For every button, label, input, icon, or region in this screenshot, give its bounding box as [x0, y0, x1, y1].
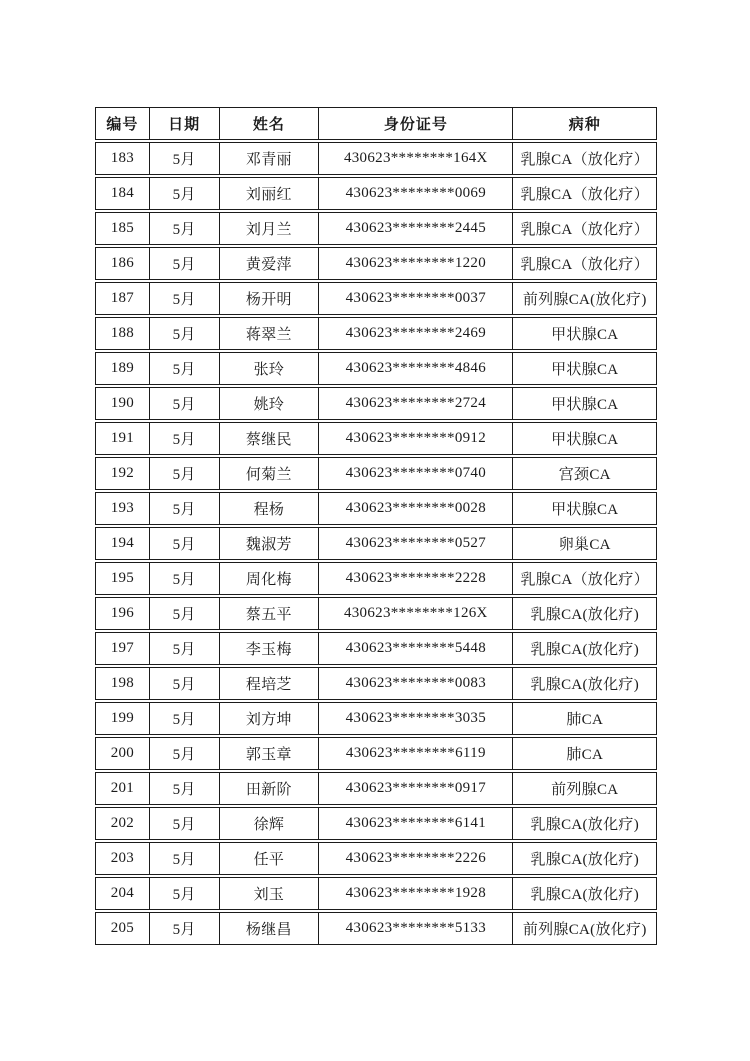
table-cell: 5月 — [149, 878, 219, 909]
table-cell: 5月 — [149, 563, 219, 594]
table-cell: 5月 — [149, 493, 219, 524]
table-row — [95, 457, 657, 490]
table-cell: 193 — [110, 500, 135, 516]
table-cell: 5月 — [149, 738, 219, 769]
table-cell: 蒋翠兰 — [219, 318, 319, 349]
table-row — [95, 317, 657, 350]
table-row — [95, 807, 657, 840]
table-cell: 202 — [110, 815, 135, 831]
table-cell: 卵巢CA — [512, 528, 656, 559]
table-cell: 197 — [110, 640, 135, 656]
table-cell: 蔡继民 — [219, 423, 319, 454]
table-cell: 何菊兰 — [219, 458, 319, 489]
table-cell: 185 — [110, 220, 135, 236]
table-cell: 邓青丽 — [219, 143, 319, 174]
table-cell: 196 — [110, 605, 135, 621]
table-cell: 194 — [110, 535, 135, 551]
table-cell: 5月 — [149, 703, 219, 734]
table-cell: 430623********0083 — [318, 668, 512, 699]
table-row — [95, 142, 657, 175]
table-cell: 5月 — [149, 213, 219, 244]
table-row — [95, 352, 657, 385]
table-cell: 203 — [110, 850, 135, 866]
table-cell: 430623********2226 — [318, 843, 512, 874]
table-cell: 刘玉 — [219, 878, 319, 909]
table-cell: 刘方坤 — [219, 703, 319, 734]
table-cell: 5月 — [149, 423, 219, 454]
table-cell: 周化梅 — [219, 563, 319, 594]
table-cell: 乳腺CA（放化疗） — [512, 563, 656, 594]
table-row — [95, 177, 657, 210]
table-cell: 430623********0069 — [318, 178, 512, 209]
table-row — [95, 702, 657, 735]
table-cell: 刘丽红 — [219, 178, 319, 209]
table-cell: 刘月兰 — [219, 213, 319, 244]
table-cell: 杨开明 — [219, 283, 319, 314]
table-cell: 195 — [110, 570, 135, 586]
table-cell: 5月 — [149, 178, 219, 209]
table-row — [95, 247, 657, 280]
table-cell: 5月 — [149, 913, 219, 944]
table-cell: 徐辉 — [219, 808, 319, 839]
table-row — [95, 597, 657, 630]
table-cell: 192 — [110, 465, 135, 481]
column-header: 身份证号 — [318, 108, 512, 139]
table-cell: 183 — [110, 150, 135, 166]
table-row — [95, 422, 657, 455]
table-row — [95, 212, 657, 245]
table-cell: 乳腺CA（放化疗） — [512, 248, 656, 279]
table-row — [95, 737, 657, 770]
table-cell: 5月 — [149, 318, 219, 349]
table-cell: 杨继昌 — [219, 913, 319, 944]
table-cell: 430623********2469 — [318, 318, 512, 349]
table-cell: 前列腺CA(放化疗) — [512, 913, 656, 944]
table-cell: 5月 — [149, 248, 219, 279]
table-cell: 430623********0527 — [318, 528, 512, 559]
table-cell: 430623********164X — [318, 143, 512, 174]
table-cell: 186 — [110, 255, 135, 271]
table-cell: 甲状腺CA — [512, 493, 656, 524]
table-row — [95, 562, 657, 595]
table-cell: 肺CA — [512, 738, 656, 769]
table-cell: 乳腺CA（放化疗） — [512, 143, 656, 174]
table-cell: 430623********2228 — [318, 563, 512, 594]
table-row — [95, 772, 657, 805]
table-cell: 189 — [110, 360, 135, 376]
table-cell: 郭玉章 — [219, 738, 319, 769]
table-cell: 430623********126X — [318, 598, 512, 629]
table-row — [95, 842, 657, 875]
table-cell: 宫颈CA — [512, 458, 656, 489]
table-cell: 430623********0037 — [318, 283, 512, 314]
table-cell: 201 — [110, 780, 135, 796]
table-cell: 黄爱萍 — [219, 248, 319, 279]
column-header: 姓名 — [219, 108, 319, 139]
table-cell: 200 — [110, 745, 135, 761]
table-cell: 乳腺CA(放化疗) — [512, 598, 656, 629]
table-cell: 蔡五平 — [219, 598, 319, 629]
table-cell: 187 — [110, 290, 135, 306]
table-cell: 430623********0740 — [318, 458, 512, 489]
table-cell: 前列腺CA(放化疗) — [512, 283, 656, 314]
table-cell: 乳腺CA(放化疗) — [512, 633, 656, 664]
table-row — [95, 492, 657, 525]
table-row — [95, 282, 657, 315]
table-cell: 430623********3035 — [318, 703, 512, 734]
table-cell: 5月 — [149, 598, 219, 629]
table-cell: 191 — [110, 430, 135, 446]
table-cell: 乳腺CA（放化疗） — [512, 178, 656, 209]
table-cell: 甲状腺CA — [512, 388, 656, 419]
table-row — [95, 527, 657, 560]
table-cell: 188 — [110, 325, 135, 341]
table-cell: 5月 — [149, 633, 219, 664]
table-cell: 魏淑芳 — [219, 528, 319, 559]
column-header: 病种 — [512, 108, 656, 139]
table-cell: 乳腺CA（放化疗） — [512, 213, 656, 244]
table-row — [95, 387, 657, 420]
table-cell: 430623********2445 — [318, 213, 512, 244]
table-cell: 5月 — [149, 773, 219, 804]
table-row — [95, 667, 657, 700]
table-cell: 乳腺CA(放化疗) — [512, 843, 656, 874]
table-cell: 5月 — [149, 528, 219, 559]
table-cell: 田新阶 — [219, 773, 319, 804]
table-header-row — [95, 107, 657, 140]
table-cell: 甲状腺CA — [512, 353, 656, 384]
table-cell: 5月 — [149, 458, 219, 489]
table-row — [95, 632, 657, 665]
table-cell: 5月 — [149, 668, 219, 699]
table-cell: 430623********6119 — [318, 738, 512, 769]
table-cell: 205 — [110, 920, 135, 936]
table-cell: 前列腺CA — [512, 773, 656, 804]
table-cell: 乳腺CA(放化疗) — [512, 878, 656, 909]
table-cell: 430623********5133 — [318, 913, 512, 944]
table-cell: 5月 — [149, 843, 219, 874]
table-cell: 430623********1220 — [318, 248, 512, 279]
table-cell: 张玲 — [219, 353, 319, 384]
table-cell: 430623********5448 — [318, 633, 512, 664]
table-cell: 204 — [110, 885, 135, 901]
table-cell: 430623********0917 — [318, 773, 512, 804]
table-cell: 5月 — [149, 388, 219, 419]
table-cell: 430623********0912 — [318, 423, 512, 454]
table-cell: 5月 — [149, 283, 219, 314]
table-cell: 430623********6141 — [318, 808, 512, 839]
table-cell: 程培芝 — [219, 668, 319, 699]
table-cell: 甲状腺CA — [512, 423, 656, 454]
table-row — [95, 912, 657, 945]
table-cell: 199 — [110, 710, 135, 726]
table-cell: 肺CA — [512, 703, 656, 734]
table-cell: 甲状腺CA — [512, 318, 656, 349]
table-cell: 184 — [110, 185, 135, 201]
table-cell: 5月 — [149, 353, 219, 384]
table-cell: 乳腺CA(放化疗) — [512, 808, 656, 839]
table-cell: 198 — [110, 675, 135, 691]
table-cell: 430623********2724 — [318, 388, 512, 419]
table-cell: 任平 — [219, 843, 319, 874]
table-cell: 李玉梅 — [219, 633, 319, 664]
patient-table — [95, 107, 657, 947]
column-header: 日期 — [149, 108, 219, 139]
table-cell: 430623********0028 — [318, 493, 512, 524]
table-cell: 190 — [110, 395, 135, 411]
table-cell: 程杨 — [219, 493, 319, 524]
table-cell: 430623********4846 — [318, 353, 512, 384]
table-row — [95, 877, 657, 910]
table-cell: 乳腺CA(放化疗) — [512, 668, 656, 699]
table-cell: 430623********1928 — [318, 878, 512, 909]
table-cell: 姚玲 — [219, 388, 319, 419]
table-cell: 5月 — [149, 808, 219, 839]
table-cell: 5月 — [149, 143, 219, 174]
column-header: 编号 — [106, 116, 139, 133]
